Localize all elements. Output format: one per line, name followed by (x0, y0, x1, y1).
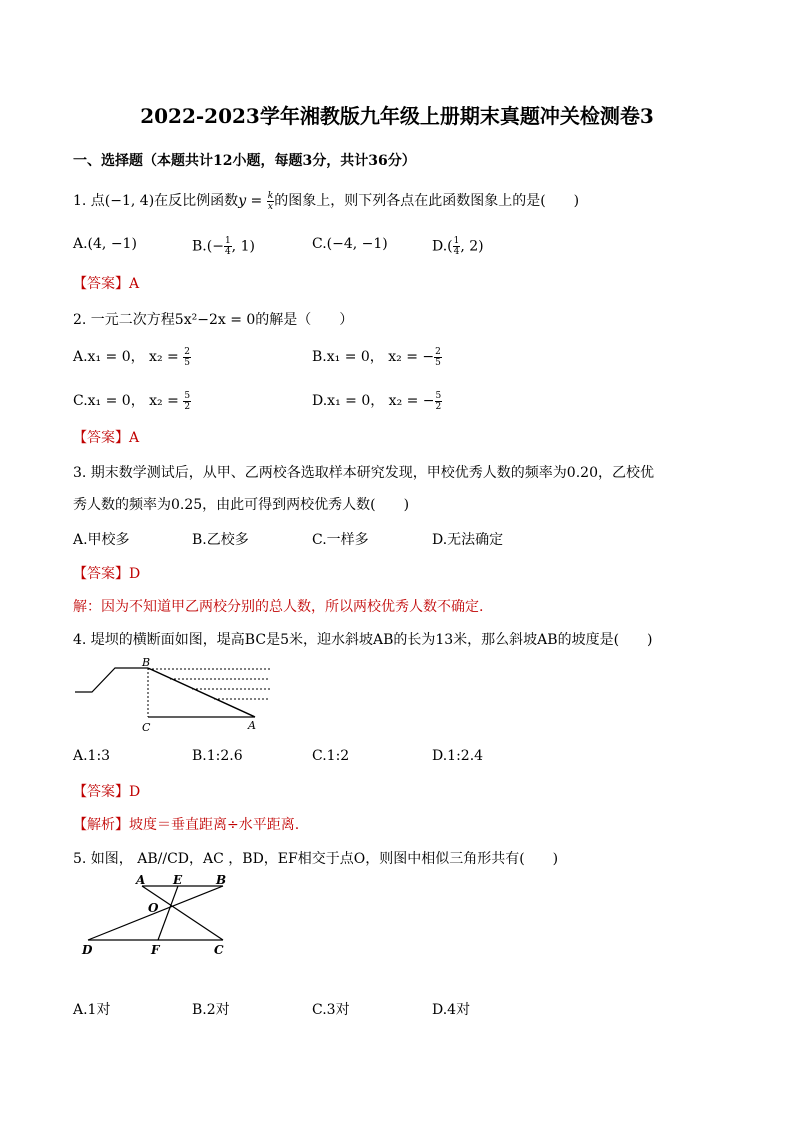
q5-label-o: O (148, 901, 159, 915)
q4-label-c: C (142, 721, 151, 734)
q3-answer: 【答案】D (73, 566, 141, 582)
q1-opt-b-den: 4 (224, 247, 231, 257)
q5-option-d: D.4对 (432, 1002, 471, 1018)
q5-label-b: B (216, 873, 227, 887)
q2-opt-d-frac (435, 391, 443, 412)
q2-opt-b-num: 2 (435, 346, 441, 357)
q4-option-c: C.1:2 (312, 748, 350, 764)
q4-label-b: B (142, 656, 151, 669)
q4-answer: 【答案】D (73, 784, 141, 800)
q2-option-a (73, 346, 191, 368)
q4-dam-left-slope (75, 668, 148, 692)
q3-option-b: B.乙校多 (192, 532, 249, 548)
q3-option-a: A.甲校多 (73, 532, 130, 548)
q4-label-a: A (248, 719, 256, 732)
q1-opt-d-pre: D.( (432, 238, 453, 255)
q1-math: y = (238, 193, 263, 209)
q1-option-a: A.(4, −1) (73, 236, 137, 252)
q5-label-a: A (136, 873, 146, 887)
q1-opt-b-post: , 1) (231, 238, 255, 255)
q4-option-b: B.1:2.6 (192, 748, 243, 764)
q2-answer: 【答案】A (73, 430, 140, 446)
q1-text-b: 的图象上，则下列各点在此函数图象上的是( ) (274, 193, 580, 209)
q1-frac-den: x (267, 201, 273, 212)
q2-opt-a-frac (183, 347, 191, 368)
section-heading: 一、选择题（本题共计12小题，每题3分，共计36分） (73, 153, 416, 169)
q5-label-e: E (173, 873, 183, 887)
q5-label-d: D (82, 943, 93, 957)
page-title: 2022-2023学年湘教版九年级上册期末真题冲关检测卷3 (140, 104, 654, 128)
q2-opt-d-pre: D.x₁ = 0， x₂ = − (312, 393, 435, 409)
q2-opt-b-pre: B.x₁ = 0， x₂ = − (312, 349, 435, 365)
q4-option-a: A.1:3 (73, 748, 111, 764)
q2-opt-d-num: 5 (435, 390, 442, 401)
q5-option-a: A.1对 (73, 1002, 111, 1018)
question-4: 4. 堤坝的横断面如图，堤高BC是5米，迎水斜坡AB的长为13米，那么斜坡AB的坡度是( ) (73, 632, 653, 648)
q1-opt-d-post: , 2) (460, 238, 484, 255)
q1-opt-b-pre: B.(− (192, 238, 224, 255)
q1-option-b (192, 236, 255, 257)
q3-option-c: C.一样多 (312, 532, 369, 548)
q3-explanation: 解：因为不知道甲乙两校分别的总人数，所以两校优秀人数不确定. (73, 599, 484, 615)
q2-opt-c-frac (183, 391, 191, 412)
question-2: 2. 一元二次方程5x²−2x = 0的解是（ ） (73, 312, 354, 328)
question-1 (73, 190, 579, 212)
q4-option-d: D.1:2.4 (432, 748, 484, 764)
q5-figure (78, 870, 238, 960)
question-3-line-1: 3. 期末数学测试后，从甲、乙两校各选取样本研究发现，甲校优秀人数的频率为0.20，乙校优 (73, 465, 654, 481)
q1-answer: 【答案】A (73, 276, 140, 292)
q2-opt-c-num: 5 (184, 390, 191, 401)
q4-dam-figure (70, 655, 270, 735)
q1-opt-b-frac (224, 236, 232, 257)
q1-opt-b-num: 1 (224, 236, 231, 246)
q2-option-b (312, 346, 442, 368)
q5-label-c: C (214, 943, 224, 957)
q1-opt-d-num: 1 (453, 236, 460, 246)
q5-option-b: B.2对 (192, 1002, 230, 1018)
question-3-line-2: 秀人数的频率为0.25，由此可得到两校优秀人数( ) (73, 497, 410, 513)
q2-option-d (312, 390, 442, 412)
q5-label-f: F (151, 943, 160, 957)
q4-segment-ab (148, 668, 255, 717)
q2-opt-a-pre: A.x₁ = 0， x₂ = (73, 349, 179, 365)
q2-option-c (73, 390, 191, 412)
q2-opt-d-den: 2 (435, 401, 442, 412)
q1-option-c: C.(−4, −1) (312, 236, 388, 252)
q5-option-c: C.3对 (312, 1002, 350, 1018)
q2-opt-b-den: 5 (435, 357, 441, 368)
q5-segment-ef (158, 886, 178, 940)
q2-opt-b-frac (434, 347, 442, 368)
q1-opt-d-den: 4 (453, 247, 460, 257)
q2-opt-c-den: 2 (184, 401, 191, 412)
q2-opt-a-den: 5 (184, 357, 190, 368)
question-5: 5. 如图， AB//CD，AC ，BD，EF相交于点O，则图中相似三角形共有( ) (73, 851, 559, 867)
q1-frac-num: k (267, 190, 274, 201)
q3-option-d: D.无法确定 (432, 532, 504, 548)
q4-explanation: 【解析】坡度＝垂直距离÷水平距离. (73, 817, 300, 833)
q1-option-d (432, 236, 484, 257)
q2-opt-a-num: 2 (184, 346, 190, 357)
q2-opt-c-pre: C.x₁ = 0， x₂ = (73, 393, 179, 409)
q1-text-a: 1. 点(−1, 4)在反比例函数 (73, 193, 239, 209)
